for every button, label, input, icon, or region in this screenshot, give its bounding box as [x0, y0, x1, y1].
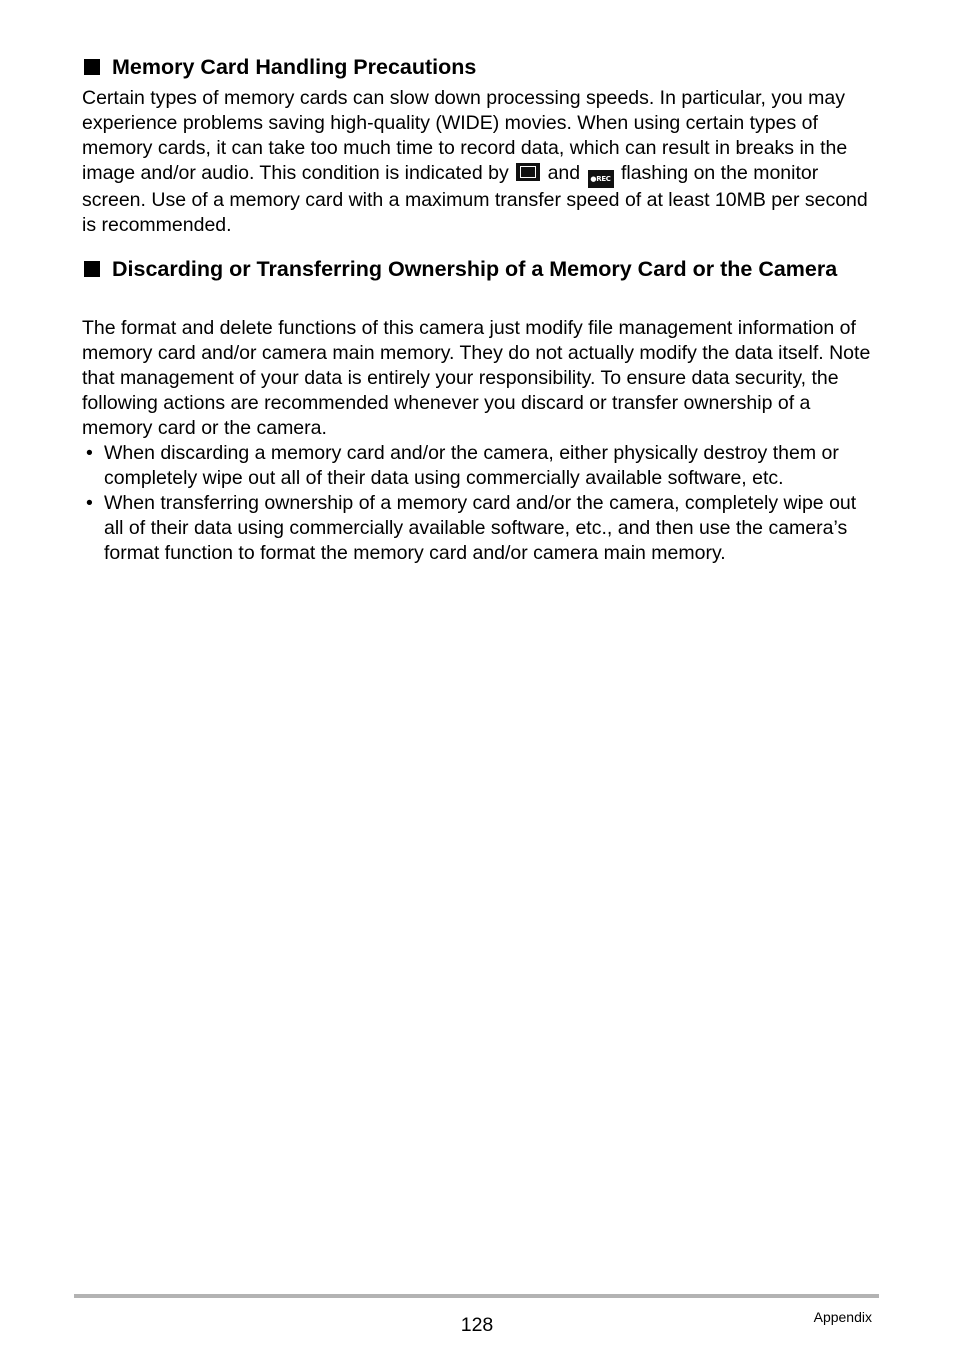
memory-card-paragraph — [82, 86, 872, 238]
bullet-dot: • — [86, 492, 93, 514]
list-item — [82, 491, 874, 566]
paragraph-text: Certain types of memory cards can slow down processing speeds. In particular, you may experience problems saving high-quality (WIDE) movies. When using certain types of memory cards, it can take too much time to record data, which can result in breaks in the image and/or audio. This condition is indicated by — [82, 87, 848, 184]
heading-text: Discarding or Transferring Ownership of a Memory Card or the Camera — [112, 257, 838, 281]
list-item — [82, 441, 874, 491]
square-bullet-icon — [84, 261, 100, 277]
slow-card-icon — [516, 163, 540, 181]
list-item-text: When transferring ownership of a memory card and/or the camera, completely wipe out all of their data using commercially available software, etc., and then use the camera’s format function to format the memory card and/or camera main memory. — [104, 492, 857, 564]
square-bullet-icon — [84, 59, 100, 75]
page-number: 128 — [460, 1314, 494, 1336]
list-item-text: When discarding a memory card and/or the camera, either physically destroy them or completely wipe out all of their data using commercially available software, etc. — [104, 442, 839, 489]
rec-icon: ●REC — [588, 170, 614, 188]
bullet-dot: • — [86, 442, 93, 464]
section-heading-memory-card-handling — [84, 53, 476, 81]
heading-text: Memory Card Handling Precautions — [112, 55, 477, 79]
footer-divider — [74, 1294, 879, 1298]
section-heading-discarding — [84, 255, 874, 283]
section-label: Appendix — [813, 1309, 872, 1325]
paragraph-text: flashing on the monitor screen. Use of a memory card with a maximum transfer speed of at least 10MB per second is recommended. — [82, 162, 868, 236]
paragraph-text: and — [542, 162, 586, 184]
discarding-paragraph: The format and delete functions of this camera just modify file management information of memory card and/or camera main memory. They do not actually modify the data itself. Note that management of your data is entirely your responsibility. To ensure data security, the following actions are recommended whenever you discard or transfer ownership of a memory card or the camera. — [82, 317, 871, 439]
